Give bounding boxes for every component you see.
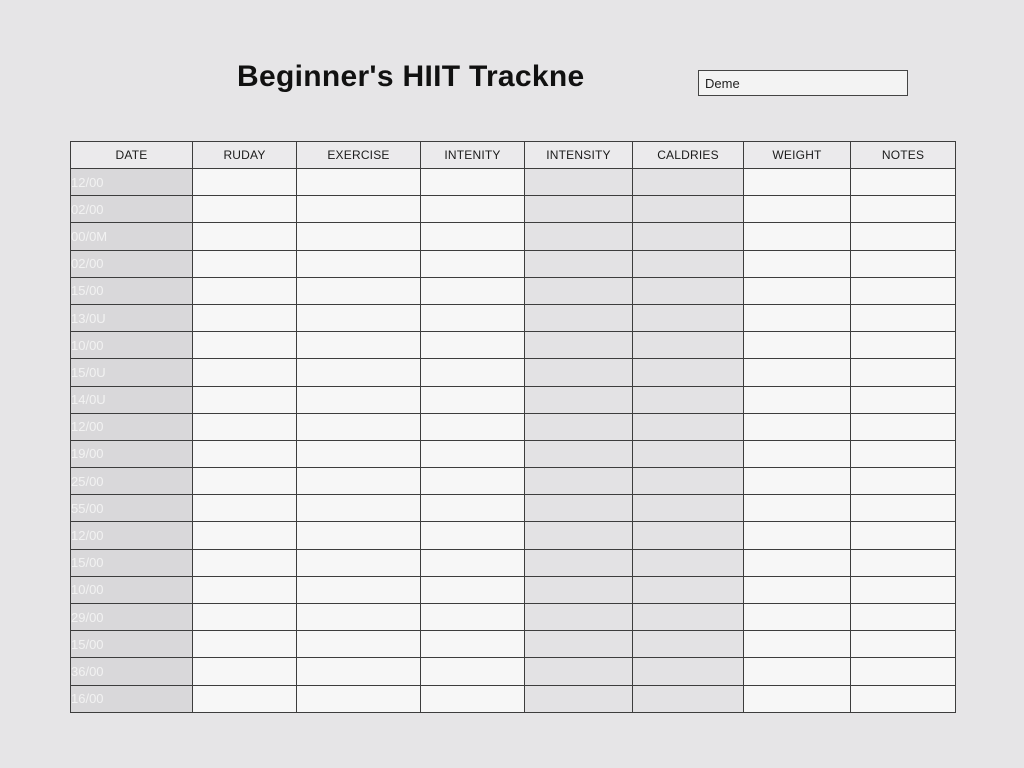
notes-cell[interactable] bbox=[851, 386, 956, 413]
table-row bbox=[71, 332, 956, 359]
calories-cell[interactable] bbox=[633, 386, 744, 413]
ruday-cell[interactable] bbox=[193, 658, 297, 685]
exercise-cell[interactable] bbox=[297, 604, 421, 631]
notes-cell[interactable] bbox=[851, 250, 956, 277]
notes-cell[interactable] bbox=[851, 549, 956, 576]
exercise-cell[interactable] bbox=[297, 332, 421, 359]
calories-cell[interactable] bbox=[633, 223, 744, 250]
intenity-cell[interactable] bbox=[421, 169, 525, 196]
weight-cell[interactable] bbox=[744, 413, 851, 440]
intensity-cell[interactable] bbox=[525, 685, 633, 712]
exercise-cell[interactable] bbox=[297, 576, 421, 603]
intensity-cell[interactable] bbox=[525, 196, 633, 223]
intensity-cell[interactable] bbox=[525, 658, 633, 685]
ruday-cell[interactable] bbox=[193, 223, 297, 250]
exercise-cell[interactable] bbox=[297, 685, 421, 712]
column-header-intensity: INTENSITY bbox=[525, 142, 633, 169]
notes-cell[interactable] bbox=[851, 468, 956, 495]
column-header-exercise: EXERCISE bbox=[297, 142, 421, 169]
intenity-cell[interactable] bbox=[421, 277, 525, 304]
date-cell: 12/00 bbox=[71, 413, 193, 440]
table-row bbox=[71, 440, 956, 467]
intenity-cell[interactable] bbox=[421, 685, 525, 712]
exercise-cell[interactable] bbox=[297, 250, 421, 277]
weight-cell[interactable] bbox=[744, 685, 851, 712]
date-cell: 10/00 bbox=[71, 332, 193, 359]
date-cell: 12/00 bbox=[71, 169, 193, 196]
ruday-cell[interactable] bbox=[193, 250, 297, 277]
page-title: Beginner's HIIT Trackne bbox=[237, 60, 585, 93]
weight-cell[interactable] bbox=[744, 386, 851, 413]
exercise-cell[interactable] bbox=[297, 359, 421, 386]
weight-cell[interactable] bbox=[744, 658, 851, 685]
ruday-cell[interactable] bbox=[193, 359, 297, 386]
intensity-cell[interactable] bbox=[525, 549, 633, 576]
calories-cell[interactable] bbox=[633, 549, 744, 576]
date-cell: 29/00 bbox=[71, 604, 193, 631]
date-cell: 19/00 bbox=[71, 440, 193, 467]
table-row bbox=[71, 169, 956, 196]
column-header-intenity: INTENITY bbox=[421, 142, 525, 169]
ruday-cell[interactable] bbox=[193, 413, 297, 440]
table-row bbox=[71, 631, 956, 658]
table-row bbox=[71, 576, 956, 603]
intenity-cell[interactable] bbox=[421, 468, 525, 495]
name-field[interactable] bbox=[698, 70, 908, 96]
notes-cell[interactable] bbox=[851, 332, 956, 359]
weight-cell[interactable] bbox=[744, 304, 851, 331]
notes-cell[interactable] bbox=[851, 604, 956, 631]
notes-cell[interactable] bbox=[851, 685, 956, 712]
intensity-cell[interactable] bbox=[525, 169, 633, 196]
ruday-cell[interactable] bbox=[193, 604, 297, 631]
calories-cell[interactable] bbox=[633, 332, 744, 359]
intenity-cell[interactable] bbox=[421, 223, 525, 250]
intenity-cell[interactable] bbox=[421, 604, 525, 631]
table-row bbox=[71, 549, 956, 576]
calories-cell[interactable] bbox=[633, 413, 744, 440]
ruday-cell[interactable] bbox=[193, 576, 297, 603]
notes-cell[interactable] bbox=[851, 440, 956, 467]
intensity-cell[interactable] bbox=[525, 440, 633, 467]
table-row bbox=[71, 277, 956, 304]
table-row bbox=[71, 495, 956, 522]
notes-cell[interactable] bbox=[851, 223, 956, 250]
ruday-cell[interactable] bbox=[193, 304, 297, 331]
ruday-cell[interactable] bbox=[193, 386, 297, 413]
intenity-cell[interactable] bbox=[421, 332, 525, 359]
ruday-cell[interactable] bbox=[193, 495, 297, 522]
calories-cell[interactable] bbox=[633, 250, 744, 277]
weight-cell[interactable] bbox=[744, 359, 851, 386]
intensity-cell[interactable] bbox=[525, 468, 633, 495]
weight-cell[interactable] bbox=[744, 332, 851, 359]
exercise-cell[interactable] bbox=[297, 495, 421, 522]
notes-cell[interactable] bbox=[851, 522, 956, 549]
intenity-cell[interactable] bbox=[421, 576, 525, 603]
date-cell: 10/00 bbox=[71, 576, 193, 603]
date-cell: 12/00 bbox=[71, 522, 193, 549]
intenity-cell[interactable] bbox=[421, 495, 525, 522]
calories-cell[interactable] bbox=[633, 277, 744, 304]
weight-cell[interactable] bbox=[744, 169, 851, 196]
exercise-cell[interactable] bbox=[297, 631, 421, 658]
notes-cell[interactable] bbox=[851, 196, 956, 223]
date-cell: 25/00 bbox=[71, 468, 193, 495]
intenity-cell[interactable] bbox=[421, 631, 525, 658]
date-cell: 36/00 bbox=[71, 658, 193, 685]
date-cell: 15/00 bbox=[71, 631, 193, 658]
intenity-cell[interactable] bbox=[421, 658, 525, 685]
table-row bbox=[71, 386, 956, 413]
weight-cell[interactable] bbox=[744, 495, 851, 522]
notes-cell[interactable] bbox=[851, 304, 956, 331]
column-header-weight: WEIGHT bbox=[744, 142, 851, 169]
date-cell: 00/0M bbox=[71, 223, 193, 250]
notes-cell[interactable] bbox=[851, 576, 956, 603]
intenity-cell[interactable] bbox=[421, 549, 525, 576]
column-header-notes: NOTES bbox=[851, 142, 956, 169]
date-cell: 15/00 bbox=[71, 277, 193, 304]
exercise-cell[interactable] bbox=[297, 549, 421, 576]
ruday-cell[interactable] bbox=[193, 440, 297, 467]
column-header-ruday: RUDAY bbox=[193, 142, 297, 169]
ruday-cell[interactable] bbox=[193, 169, 297, 196]
hiit-tracker-table bbox=[70, 141, 956, 713]
exercise-cell[interactable] bbox=[297, 658, 421, 685]
intenity-cell[interactable] bbox=[421, 413, 525, 440]
exercise-cell[interactable] bbox=[297, 413, 421, 440]
ruday-cell[interactable] bbox=[193, 277, 297, 304]
exercise-cell[interactable] bbox=[297, 440, 421, 467]
calories-cell[interactable] bbox=[633, 576, 744, 603]
table-row bbox=[71, 359, 956, 386]
notes-cell[interactable] bbox=[851, 495, 956, 522]
intensity-cell[interactable] bbox=[525, 604, 633, 631]
notes-cell[interactable] bbox=[851, 658, 956, 685]
intensity-cell[interactable] bbox=[525, 495, 633, 522]
calories-cell[interactable] bbox=[633, 604, 744, 631]
date-cell: 02/00 bbox=[71, 250, 193, 277]
intensity-cell[interactable] bbox=[525, 413, 633, 440]
ruday-cell[interactable] bbox=[193, 196, 297, 223]
table-row bbox=[71, 658, 956, 685]
column-header-calories: CALDRIES bbox=[633, 142, 744, 169]
weight-cell[interactable] bbox=[744, 468, 851, 495]
header-row bbox=[71, 142, 956, 169]
weight-cell[interactable] bbox=[744, 440, 851, 467]
weight-cell[interactable] bbox=[744, 223, 851, 250]
date-cell: 16/00 bbox=[71, 685, 193, 712]
intensity-cell[interactable] bbox=[525, 223, 633, 250]
calories-cell[interactable] bbox=[633, 304, 744, 331]
intensity-cell[interactable] bbox=[525, 304, 633, 331]
table-row bbox=[71, 604, 956, 631]
table-row bbox=[71, 413, 956, 440]
calories-cell[interactable] bbox=[633, 658, 744, 685]
notes-cell[interactable] bbox=[851, 169, 956, 196]
column-header-date: DATE bbox=[71, 142, 193, 169]
table-row bbox=[71, 223, 956, 250]
intensity-cell[interactable] bbox=[525, 576, 633, 603]
table-row bbox=[71, 522, 956, 549]
intensity-cell[interactable] bbox=[525, 277, 633, 304]
weight-cell[interactable] bbox=[744, 631, 851, 658]
table-row bbox=[71, 250, 956, 277]
intensity-cell[interactable] bbox=[525, 631, 633, 658]
date-cell: 02/00 bbox=[71, 196, 193, 223]
notes-cell[interactable] bbox=[851, 277, 956, 304]
exercise-cell[interactable] bbox=[297, 277, 421, 304]
intensity-cell[interactable] bbox=[525, 522, 633, 549]
date-cell: 14/0U bbox=[71, 386, 193, 413]
weight-cell[interactable] bbox=[744, 522, 851, 549]
intensity-cell[interactable] bbox=[525, 386, 633, 413]
intenity-cell[interactable] bbox=[421, 304, 525, 331]
calories-cell[interactable] bbox=[633, 685, 744, 712]
ruday-cell[interactable] bbox=[193, 468, 297, 495]
exercise-cell[interactable] bbox=[297, 522, 421, 549]
intenity-cell[interactable] bbox=[421, 196, 525, 223]
calories-cell[interactable] bbox=[633, 359, 744, 386]
intenity-cell[interactable] bbox=[421, 386, 525, 413]
calories-cell[interactable] bbox=[633, 631, 744, 658]
intenity-cell[interactable] bbox=[421, 522, 525, 549]
notes-cell[interactable] bbox=[851, 359, 956, 386]
weight-cell[interactable] bbox=[744, 277, 851, 304]
date-cell: 13/0U bbox=[71, 304, 193, 331]
weight-cell[interactable] bbox=[744, 549, 851, 576]
intensity-cell[interactable] bbox=[525, 250, 633, 277]
notes-cell[interactable] bbox=[851, 631, 956, 658]
date-cell: 15/00 bbox=[71, 549, 193, 576]
exercise-cell[interactable] bbox=[297, 468, 421, 495]
calories-cell[interactable] bbox=[633, 440, 744, 467]
intenity-cell[interactable] bbox=[421, 440, 525, 467]
exercise-cell[interactable] bbox=[297, 223, 421, 250]
date-cell: 15/0U bbox=[71, 359, 193, 386]
date-cell: 55/00 bbox=[71, 495, 193, 522]
calories-cell[interactable] bbox=[633, 169, 744, 196]
weight-cell[interactable] bbox=[744, 196, 851, 223]
exercise-cell[interactable] bbox=[297, 196, 421, 223]
table-row bbox=[71, 304, 956, 331]
table-row bbox=[71, 468, 956, 495]
table-row bbox=[71, 685, 956, 712]
notes-cell[interactable] bbox=[851, 413, 956, 440]
exercise-cell[interactable] bbox=[297, 386, 421, 413]
intenity-cell[interactable] bbox=[421, 250, 525, 277]
table-row bbox=[71, 196, 956, 223]
intensity-cell[interactable] bbox=[525, 332, 633, 359]
ruday-cell[interactable] bbox=[193, 549, 297, 576]
calories-cell[interactable] bbox=[633, 196, 744, 223]
weight-cell[interactable] bbox=[744, 604, 851, 631]
calories-cell[interactable] bbox=[633, 495, 744, 522]
ruday-cell[interactable] bbox=[193, 631, 297, 658]
ruday-cell[interactable] bbox=[193, 332, 297, 359]
weight-cell[interactable] bbox=[744, 250, 851, 277]
calories-cell[interactable] bbox=[633, 468, 744, 495]
ruday-cell[interactable] bbox=[193, 685, 297, 712]
weight-cell[interactable] bbox=[744, 576, 851, 603]
ruday-cell[interactable] bbox=[193, 522, 297, 549]
exercise-cell[interactable] bbox=[297, 169, 421, 196]
intensity-cell[interactable] bbox=[525, 359, 633, 386]
intenity-cell[interactable] bbox=[421, 359, 525, 386]
exercise-cell[interactable] bbox=[297, 304, 421, 331]
calories-cell[interactable] bbox=[633, 522, 744, 549]
